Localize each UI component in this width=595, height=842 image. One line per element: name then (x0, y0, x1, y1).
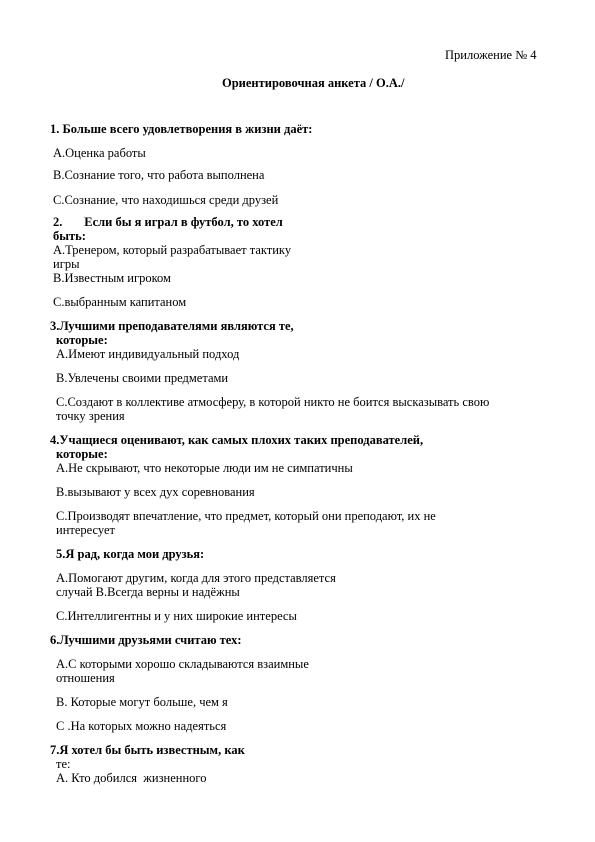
question-3-cont: которые: (56, 333, 108, 347)
question-7-cont: те: (56, 757, 71, 771)
q6-option-b: В. Которые могут больше, чем я (56, 695, 228, 709)
question-6: 6.Лучшими друзьями считаю тех: (50, 633, 242, 647)
q4-option-c: С.Производят впечатление, что предмет, который они преподают, их не (56, 509, 436, 523)
q2-option-a: А.Тренером, который разрабатывает тактику (53, 243, 292, 257)
page-title: Ориентировочная анкета / О.А./ (222, 76, 405, 90)
question-7: 7.Я хотел бы быть известным, как (50, 743, 245, 757)
question-1: 1. Больше всего удовлетворения в жизни даёт: (50, 122, 313, 136)
question-2-cont: быть: (53, 229, 86, 243)
q5-option-c: С.Интеллигентны и у них широкие интересы (56, 609, 297, 623)
q1-option-b: В.Сознание того, что работа выполнена (53, 168, 265, 182)
q3-option-b: В.Увлечены своими предметами (56, 371, 229, 385)
q1-option-c: С.Сознание, что находишься среди друзей (53, 193, 279, 207)
question-4: 4.Учащиеся оценивают, как самых плохих таких преподавателей, (50, 433, 424, 447)
q2-option-c: С.выбранным капитаном (53, 295, 187, 309)
q5-option-a: А.Помогают другим, когда для этого представляется (56, 571, 336, 585)
question-3: 3.Лучшими преподавателями являются те, (50, 319, 294, 333)
q6-option-c: С .На которых можно надеяться (56, 719, 227, 733)
appendix-label: Приложение № 4 (445, 48, 537, 62)
q4-option-a: А.Не скрывают, что некоторые люди им не симпатичны (56, 461, 353, 475)
q4-option-b: В.вызывают у всех дух соревнования (56, 485, 255, 499)
q6-option-a-cont: отношения (56, 671, 115, 685)
q7-option-a: А. Кто добился жизненного (56, 771, 207, 785)
q2-option-a-cont: игры (53, 257, 80, 271)
q1-option-a: А.Оценка работы (53, 146, 146, 160)
question-2: 2. Если бы я играл в футбол, то хотел (53, 215, 283, 229)
q3-option-c: С.Создают в коллективе атмосферу, в которой никто не боится высказывать свою (56, 395, 490, 409)
question-4-cont: которые: (56, 447, 108, 461)
q3-option-a: А.Имеют индивидуальный подход (56, 347, 240, 361)
q3-option-c-cont: точку зрения (56, 409, 125, 423)
q5-option-a-cont: случай В.Всегда верны и надёжны (56, 585, 240, 599)
question-5: 5.Я рад, когда мои друзья: (56, 547, 205, 561)
q4-option-c-cont: интересует (56, 523, 115, 537)
q6-option-a: А.С которыми хорошо складываются взаимные (56, 657, 309, 671)
q2-option-b: В.Известным игроком (53, 271, 171, 285)
